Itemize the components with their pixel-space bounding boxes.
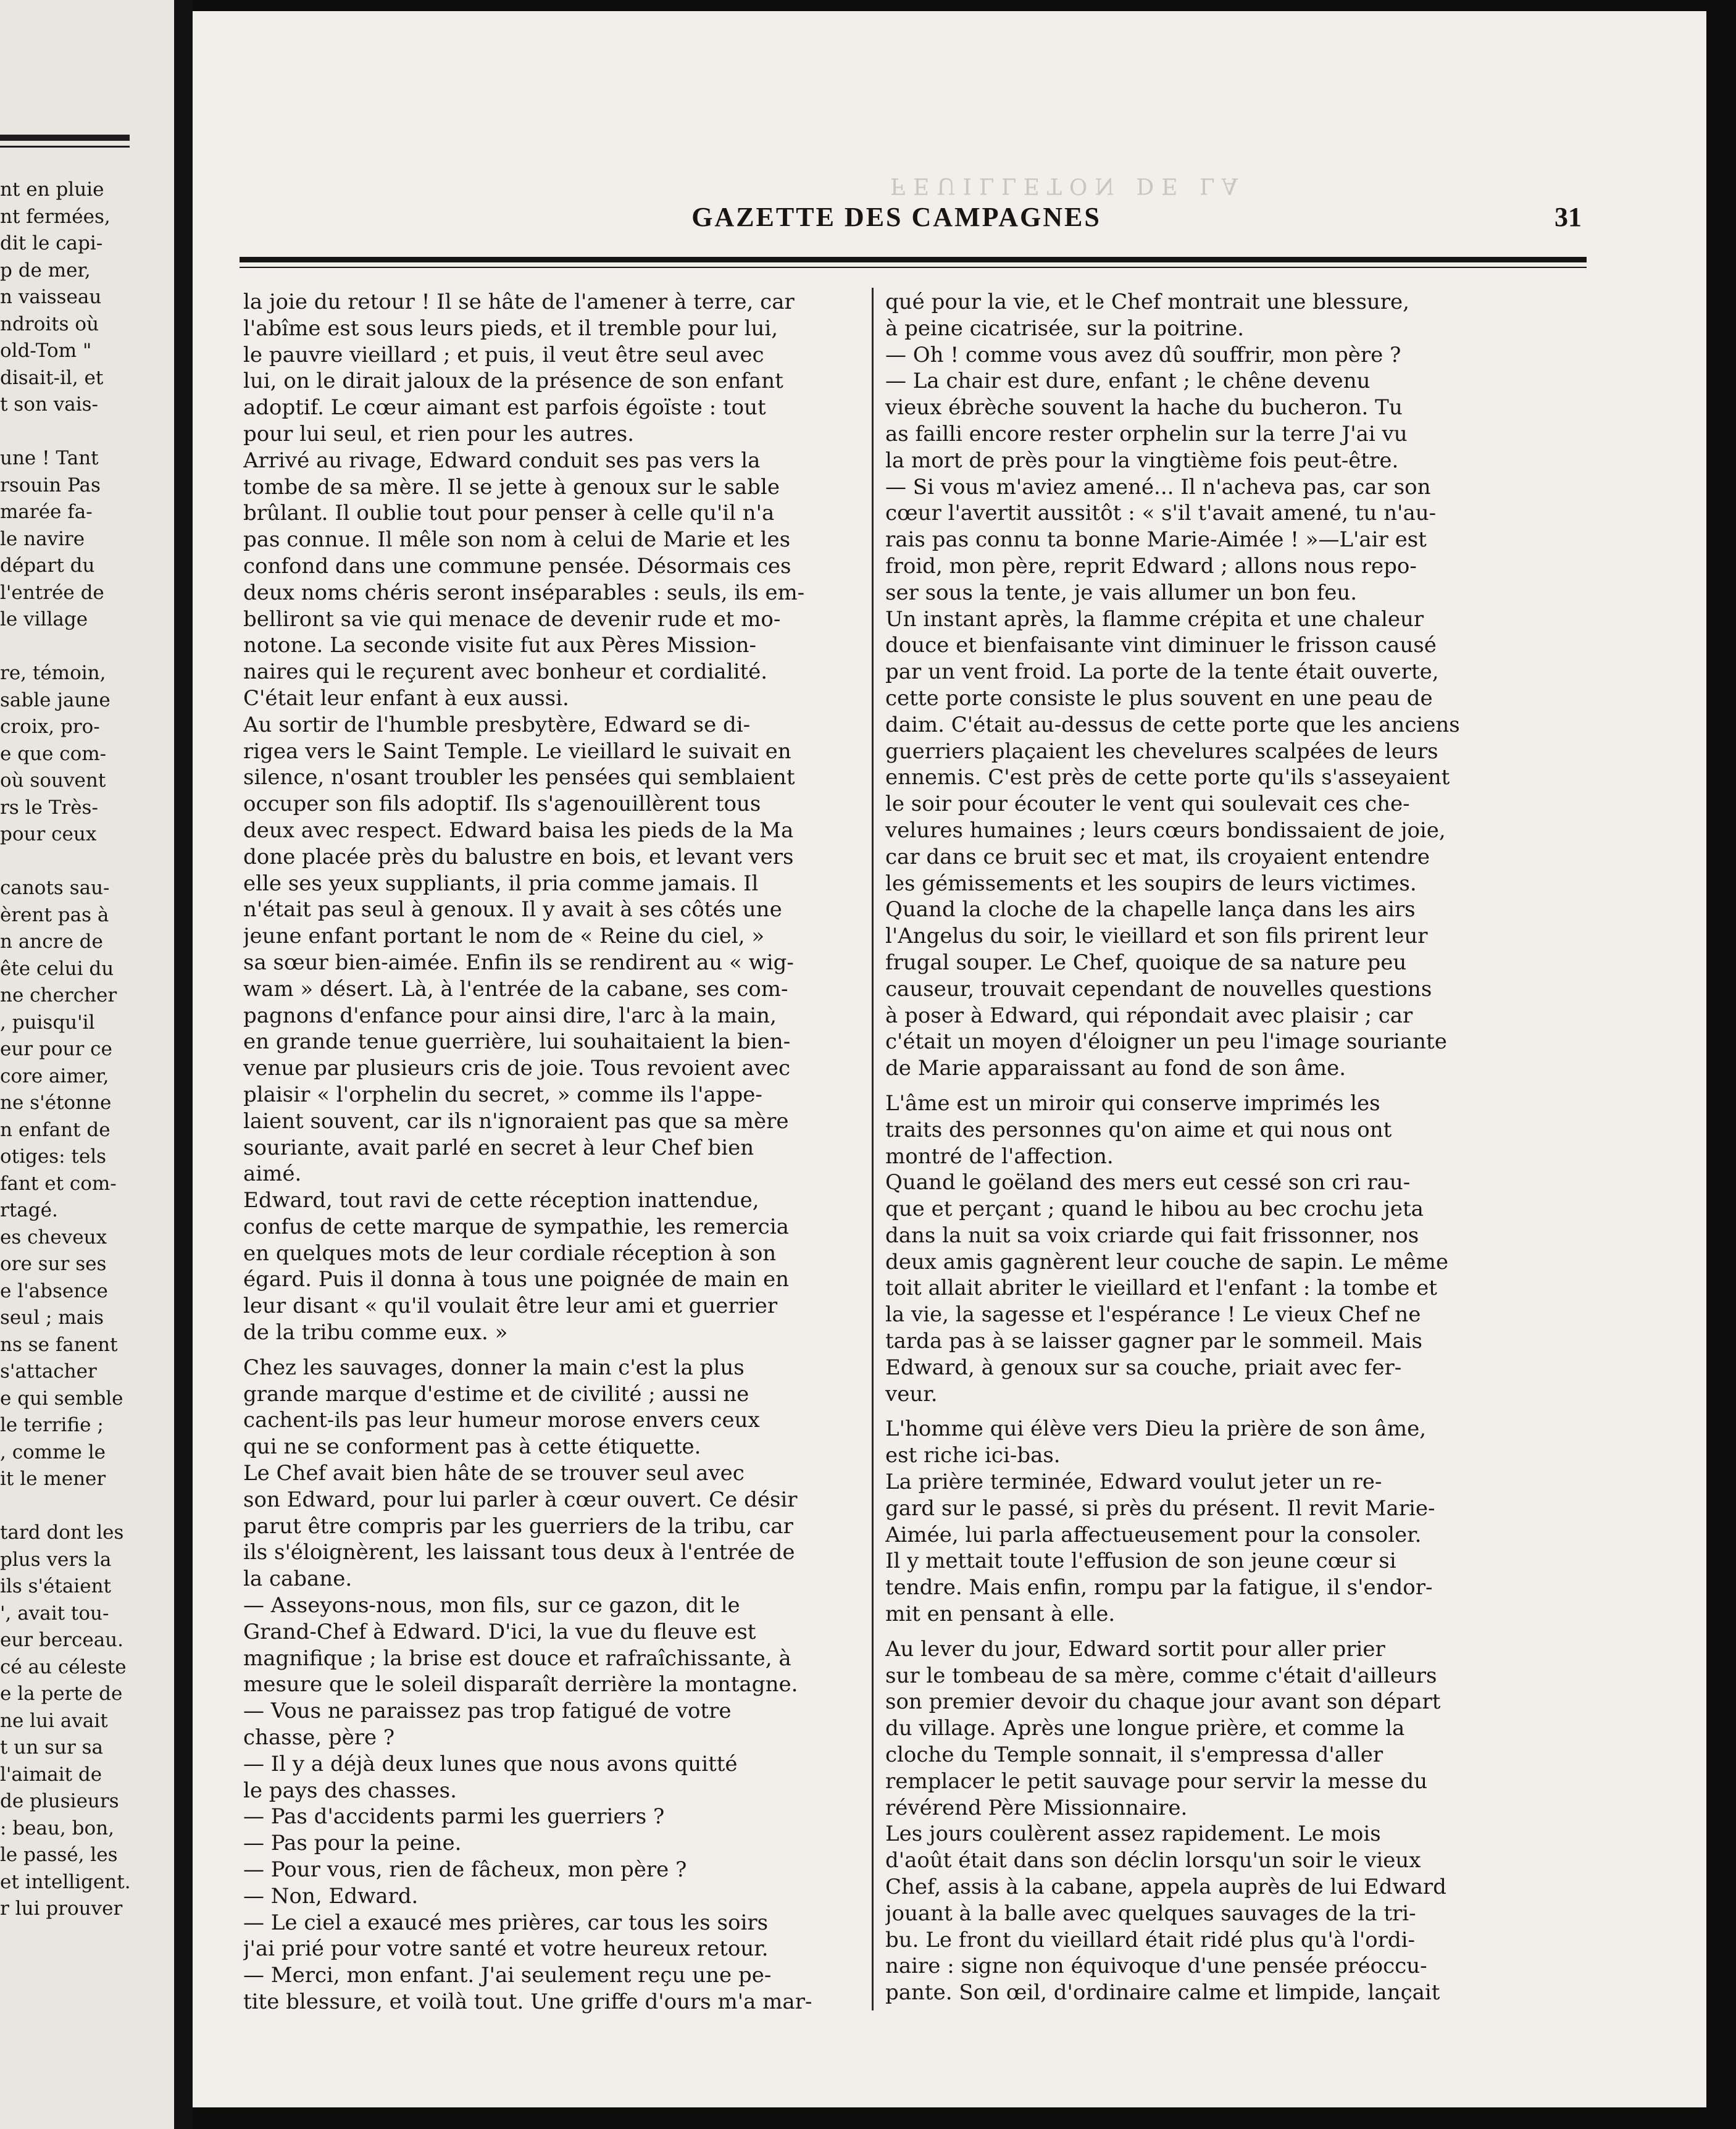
text-line: vieux ébrèche souvent la hache du bucheron. Tu: [885, 395, 1403, 420]
text-line: Au sortir de l'humble presbytère, Edward se di-: [243, 712, 751, 737]
text-line: jeune enfant portant le nom de « Reine du ciel, »: [243, 924, 765, 949]
page-number: 31: [1554, 202, 1582, 232]
text-line: frugal souper. Le Chef, quoique de sa nature peu: [885, 950, 1407, 975]
text-line: froid, mon père, reprit Edward ; allons nous repo-: [885, 553, 1417, 579]
text-line: douce et bienfaisante vint diminuer le frisson causé: [885, 633, 1437, 658]
text-line: tendre. Mais enfin, rompu par la fatigue, il s'endor-: [885, 1575, 1433, 1600]
text-line: Quand la cloche de la chapelle lança dans les airs: [885, 897, 1416, 922]
text-line: qué pour la vie, et le Chef montrait une blessure,: [885, 290, 1409, 314]
text-line: chasse, père ?: [243, 1725, 395, 1750]
text-line: belliront sa vie qui menace de devenir rude et mo-: [243, 606, 781, 632]
text-line: Chef, assis à la cabane, appela auprès de lui Edward: [885, 1875, 1446, 1900]
text-line: remplacer le petit sauvage pour servir la messe du: [885, 1768, 1428, 1794]
text-line: sable jaune: [0, 688, 111, 711]
header-rule-thin: [240, 267, 1587, 268]
text-line: ils s'étaient: [0, 1575, 111, 1597]
text-line: n enfant de: [0, 1118, 111, 1141]
text-line: ne s'étonne: [0, 1092, 112, 1114]
text-line: le terrifie ;: [0, 1414, 104, 1436]
text-line: eur pour ce: [0, 1038, 112, 1060]
text-line: r lui prouver: [0, 1897, 123, 1920]
text-line: le soir pour écouter le vent qui soulevait ces che-: [885, 792, 1410, 817]
text-line: son premier devoir du chaque jour avant son départ: [885, 1689, 1441, 1715]
text-line: tarda pas à se laisser gagner par le sommeil. Mais: [885, 1329, 1422, 1354]
text-line: Le Chef avait bien hâte de se trouver seul avec: [243, 1461, 745, 1486]
text-line: velures humaines ; leurs cœurs bondissaient de joie,: [885, 818, 1446, 843]
text-line: naires qui le reçurent avec bonheur et cordialité.: [243, 659, 768, 685]
text-line: elle ses yeux suppliants, il pria comme jamais. Il: [243, 871, 759, 896]
text-line: tite blessure, et voilà tout. Une griffe d'ours m'a mar-: [243, 1989, 812, 2014]
text-line: — Vous ne paraissez pas trop fatigué de votre: [243, 1699, 732, 1724]
text-line: rs le Très-: [0, 796, 98, 819]
text-line: cœur l'avertit aussitôt : « s'il t'avait amené, tu n'au-: [885, 501, 1437, 526]
adjacent-page-rule: [0, 135, 130, 141]
text-line: — Pas d'accidents parmi les guerriers ?: [243, 1804, 665, 1830]
text-line: de plusieurs: [0, 1790, 119, 1812]
text-line: une ! Tant: [0, 447, 99, 469]
text-line: montré de l'affection.: [885, 1144, 1114, 1169]
header-rule-thick: [240, 257, 1587, 262]
text-line: occuper son fils adoptif. Ils s'agenouillèrent tous: [243, 792, 761, 817]
text-line: dit le capi-: [0, 232, 103, 254]
text-line: nt en pluie: [0, 178, 104, 201]
text-line: — Pour vous, rien de fâcheux, mon père ?: [243, 1857, 687, 1883]
text-line: est riche ici-bas.: [885, 1443, 1061, 1468]
text-line: rtagé.: [0, 1199, 58, 1221]
paragraph-gap: [885, 1407, 1527, 1416]
text-line: deux noms chéris seront inséparables : seuls, ils em-: [243, 580, 805, 605]
paragraph-gap: [885, 1082, 1527, 1090]
text-line: le passé, les: [0, 1844, 118, 1866]
text-line: brûlant. Il oublie tout pour penser à celle qu'il n'a: [243, 501, 775, 526]
text-line: [0, 1493, 174, 1520]
text-line: le village: [0, 608, 88, 630]
paragraph-gap: [885, 1628, 1527, 1636]
text-line: — Il y a déjà deux lunes que nous avons quitté: [243, 1751, 738, 1776]
text-line: rigea vers le Saint Temple. Le vieillard le suivait en: [243, 738, 791, 764]
text-line: daim. C'était au-dessus de cette porte que les anciens: [885, 712, 1460, 737]
text-line: en quelques mots de leur cordiale réception à son: [243, 1240, 777, 1266]
text-line: veur.: [885, 1381, 938, 1407]
text-line: mesure que le soleil disparaît derrière la montagne.: [243, 1672, 798, 1697]
text-line: ore sur ses: [0, 1253, 107, 1275]
text-line: Il y mettait toute l'effusion de son jeune cœur si: [885, 1549, 1396, 1574]
text-line: ns se fanent: [0, 1333, 118, 1356]
text-line: e que com-: [0, 742, 107, 765]
text-line: e qui semble: [0, 1387, 123, 1410]
text-line: ser sous la tente, je vais allumer un bon feu.: [885, 580, 1358, 605]
text-column-right: [885, 289, 1527, 2006]
text-line: naire : signe non équivoque d'une pensée préoccu-: [885, 1954, 1427, 1979]
text-line: — La chair est dure, enfant ; le chêne devenu: [885, 369, 1371, 394]
text-line: tard dont les: [0, 1521, 124, 1544]
text-line: le pauvre vieillard ; et puis, il veut être seul avec: [243, 342, 764, 367]
text-line: l'abîme est sous leurs pieds, et il tremble pour lui,: [243, 316, 778, 341]
text-line: la joie du retour ! Il se hâte de l'amener à terre, car: [243, 290, 795, 314]
text-line: C'était leur enfant à eux aussi.: [243, 685, 569, 711]
text-line: jouant à la balle avec quelques sauvages de la tri-: [885, 1901, 1416, 1926]
text-line: ête celui du: [0, 957, 114, 980]
text-line: croix, pro-: [0, 716, 100, 738]
text-line: nt fermées,: [0, 205, 111, 228]
text-line: canots sau-: [0, 877, 110, 899]
text-line: confus de cette marque de sympathie, les remercia: [243, 1214, 789, 1239]
text-line: venue par plusieurs cris de joie. Tous revoient avec: [243, 1056, 790, 1081]
text-line: Arrivé au rivage, Edward conduit ses pas vers la: [243, 448, 761, 473]
text-line: à peine cicatrisée, sur la poitrine.: [885, 316, 1245, 341]
text-line: adoptif. Le cœur aimant est parfois égoïste : tout: [243, 395, 766, 420]
text-line: guerriers plaçaient les chevelures scalpées de leurs: [885, 738, 1438, 764]
text-line: laient souvent, car ils n'ignoraient pas que sa mère: [243, 1108, 789, 1134]
text-line: gard sur le passé, si près du présent. Il revit Marie-: [885, 1495, 1435, 1521]
text-line: du village. Après une longue prière, et comme la: [885, 1716, 1405, 1741]
text-line: ennemis. C'est près de cette porte qu'ils s'asseyaient: [885, 765, 1450, 790]
text-line: sa sœur bien-aimée. Enfin ils se rendirent au « wig-: [243, 950, 794, 975]
text-line: wam » désert. Là, à l'entrée de la cabane, ses com-: [243, 976, 788, 1002]
text-line: que et perçant ; quand le hibou au bec crochu jeta: [885, 1197, 1424, 1222]
text-line: Aimée, lui parla affectueusement pour la consoler.: [885, 1522, 1422, 1547]
text-line: cette porte consiste le plus souvent en une peau de: [885, 685, 1433, 711]
text-line: deux amis gagnèrent leur couche de sapin. Le même: [885, 1249, 1448, 1274]
text-line: e la perte de: [0, 1683, 123, 1705]
text-line: n vaisseau: [0, 286, 102, 308]
text-line: pante. Son œil, d'ordinaire calme et limpide, lançait: [885, 1980, 1440, 2006]
text-line: t son vais-: [0, 393, 98, 416]
text-line: e l'absence: [0, 1279, 108, 1302]
text-line: Edward, à genoux sur sa couche, priait avec fer-: [885, 1355, 1402, 1380]
text-line: égard. Puis il donna à tous une poignée de main en: [243, 1267, 790, 1292]
text-line: aimé.: [243, 1161, 302, 1187]
text-line: — Merci, mon enfant. J'ai seulement reçu une pe-: [243, 1963, 772, 1988]
text-line: pas connue. Il mêle son nom à celui de Marie et les: [243, 527, 791, 553]
text-line: n'était pas seul à genoux. Il y avait à ses côtés une: [243, 897, 782, 922]
text-line: ne chercher: [0, 984, 117, 1006]
text-line: bu. Le front du vieillard était ridé plus qu'à l'ordi-: [885, 1927, 1416, 1952]
text-line: lui, on le dirait jaloux de la présence de son enfant: [243, 369, 783, 394]
text-line: eur berceau.: [0, 1629, 124, 1651]
text-line: de Marie apparaissant au fond de son âme.: [885, 1056, 1346, 1081]
text-line: Edward, tout ravi de cette réception inattendue,: [243, 1188, 759, 1213]
text-line: parut être compris par les guerriers de la tribu, car: [243, 1513, 793, 1539]
text-line: par un vent froid. La porte de la tente était ouverte,: [885, 659, 1439, 685]
text-line: — Si vous m'aviez amené... Il n'acheva pas, car son: [885, 474, 1431, 500]
text-line: j'ai prié pour votre santé et votre heureux retour.: [243, 1936, 769, 1962]
column-divider: [872, 288, 874, 2010]
text-line: ne lui avait: [0, 1709, 108, 1732]
text-line: souriante, avait parlé en secret à leur Chef bien: [243, 1135, 754, 1160]
text-line: fant et com-: [0, 1172, 117, 1195]
text-line: s'attacher: [0, 1360, 97, 1382]
text-line: sur le tombeau de sa mère, comme c'était d'ailleurs: [885, 1663, 1437, 1688]
text-line: départ du: [0, 554, 95, 577]
text-line: le pays des chasses.: [243, 1778, 457, 1803]
text-line: Les jours coulèrent assez rapidement. Le mois: [885, 1822, 1381, 1847]
text-line: La prière terminée, Edward voulut jeter un re-: [885, 1470, 1382, 1495]
adjacent-page-fragment: [0, 0, 174, 2129]
text-line: tombe de sa mère. Il se jette à genoux sur le sable: [243, 474, 780, 500]
text-line: l'aimait de: [0, 1763, 102, 1786]
text-line: cachent-ils pas leur humeur morose envers ceux: [243, 1408, 760, 1433]
text-line: l'entrée de: [0, 581, 104, 604]
text-line: d'août était dans son déclin lorsqu'un soir le vieux: [885, 1848, 1421, 1873]
page-title: GAZETTE DES CAMPAGNES: [691, 202, 1101, 232]
text-line: car dans ce bruit sec et mat, ils croyaient entendre: [885, 844, 1430, 869]
paragraph-gap: [243, 1346, 885, 1355]
text-line: et intelligent.: [0, 1870, 131, 1893]
text-line: — Pas pour la peine.: [243, 1831, 462, 1856]
text-line: t un sur sa: [0, 1736, 104, 1759]
text-line: de la tribu comme eux. »: [243, 1320, 508, 1345]
page-gutter: [174, 0, 193, 2129]
text-line: [0, 848, 174, 876]
text-line: disait-il, et: [0, 366, 104, 389]
text-line: Au lever du jour, Edward sortit pour aller prier: [885, 1636, 1385, 1662]
text-line: Chez les sauvages, donner la main c'est la plus: [243, 1355, 745, 1380]
text-line: grande marque d'estime et de civilité ; aussi ne: [243, 1381, 749, 1407]
adjacent-page-text: [0, 177, 174, 1923]
text-line: son Edward, pour lui parler à cœur ouvert. Ce désir: [243, 1487, 798, 1512]
text-line: le navire: [0, 527, 85, 550]
text-line: toit allait abriter le vieillard et l'enfant : la tombe et: [885, 1276, 1437, 1301]
newspaper-page: [193, 11, 1706, 2107]
text-line: la vie, la sagesse et l'espérance ! Le vieux Chef ne: [885, 1302, 1421, 1328]
text-line: : beau, bon,: [0, 1817, 114, 1839]
text-line: la cabane.: [243, 1566, 353, 1592]
text-line: ils s'éloignèrent, les laissant tous deux à l'entrée de: [243, 1540, 795, 1565]
text-line: confond dans une commune pensée. Désormais ces: [243, 553, 791, 579]
text-line: core aimer,: [0, 1064, 109, 1087]
text-line: où souvent: [0, 769, 106, 792]
text-line: ndroits où: [0, 312, 99, 335]
text-line: as failli encore rester orphelin sur la terre J'ai vu: [885, 421, 1408, 446]
text-line: — Asseyons-nous, mon fils, sur ce gazon, dit le: [243, 1593, 740, 1618]
text-line: — Oh ! comme vous avez dû souffrir, mon père ?: [885, 342, 1401, 367]
text-line: pour ceux: [0, 823, 97, 845]
text-line: , puisqu'il: [0, 1011, 95, 1034]
text-line: re, témoin,: [0, 662, 106, 684]
text-line: seul ; mais: [0, 1307, 104, 1329]
text-line: magnifique ; la brise est douce et rafraîchissante, à: [243, 1646, 791, 1671]
text-line: dans la nuit sa voix criarde qui fait frissonner, nos: [885, 1223, 1419, 1248]
text-line: , comme le: [0, 1441, 106, 1463]
text-line: Grand-Chef à Edward. D'ici, la vue du fleuve est: [243, 1619, 756, 1644]
text-column-left: [243, 289, 885, 2015]
text-line: plus vers la: [0, 1548, 112, 1571]
text-line: [0, 419, 174, 446]
text-line: — Non, Edward.: [243, 1883, 419, 1909]
text-line: — Le ciel a exaucé mes prières, car tous les soirs: [243, 1910, 769, 1935]
text-line: L'âme est un miroir qui conserve imprimés les: [885, 1090, 1380, 1116]
text-line: rsouin Pas: [0, 474, 101, 496]
text-line: la mort de près pour la vingtième fois peut-être.: [885, 448, 1399, 473]
text-line: es cheveux: [0, 1226, 107, 1249]
text-line: otiges: tels: [0, 1145, 107, 1168]
text-line: c'était un moyen d'éloigner un peu l'image souriante: [885, 1029, 1447, 1055]
text-line: silence, n'osant troubler les pensées qui semblaient: [243, 765, 795, 790]
text-line: cé au céleste: [0, 1655, 127, 1678]
text-line: cloche du Temple sonnait, il s'empressa d'aller: [885, 1742, 1383, 1768]
text-line: Un instant après, la flamme crépita et une chaleur: [885, 606, 1424, 632]
text-line: notone. La seconde visite fut aux Pères Mission-: [243, 633, 756, 658]
text-line: pour lui seul, et rien pour les autres.: [243, 421, 635, 446]
text-line: p de mer,: [0, 259, 91, 282]
adjacent-page-rule-thin: [0, 146, 130, 148]
page-header: [193, 201, 1706, 238]
text-line: old-Tom ": [0, 340, 92, 362]
text-line: ', avait tou-: [0, 1602, 109, 1625]
text-line: done placée près du balustre en bois, et levant vers: [243, 844, 794, 869]
text-line: l'Angelus du soir, le vieillard et son fils prirent leur: [885, 924, 1428, 949]
text-line: mit en pensant à elle.: [885, 1602, 1116, 1627]
text-line: it le mener: [0, 1468, 106, 1490]
text-line: traits des personnes qu'on aime et qui nous ont: [885, 1117, 1392, 1142]
text-line: qui ne se conforment pas à cette étiquette.: [243, 1434, 701, 1460]
text-line: plaisir « l'orphelin du secret, » comme ils l'appe-: [243, 1082, 762, 1107]
text-line: en grande tenue guerrière, lui souhaitaient la bien-: [243, 1029, 791, 1055]
text-line: deux avec respect. Edward baisa les pieds de la Ma: [243, 818, 794, 843]
text-line: causeur, trouvait cependant de nouvelles questions: [885, 976, 1432, 1002]
text-line: leur disant « qu'il voulait être leur ami et guerrier: [243, 1294, 778, 1319]
text-line: les gémissements et les soupirs de leurs victimes.: [885, 871, 1417, 896]
text-line: marée fa-: [0, 501, 93, 523]
text-line: n ancre de: [0, 931, 103, 953]
text-line: L'homme qui élève vers Dieu la prière de son âme,: [885, 1416, 1426, 1442]
text-line: Quand le goëland des mers eut cessé son cri rau-: [885, 1170, 1411, 1195]
text-line: révérend Père Missionnaire.: [885, 1795, 1188, 1820]
text-line: à poser à Edward, qui répondait avec plaisir ; car: [885, 1003, 1413, 1028]
text-line: èrent pas à: [0, 903, 109, 926]
text-line: rais pas connu ta bonne Marie-Aimée ! »—L'air est: [885, 527, 1427, 553]
text-line: [0, 634, 174, 661]
bleed-through-text: FEUILLETON DE LA: [890, 173, 1245, 198]
text-line: pagnons d'enfance pour ainsi dire, l'arc à la main,: [243, 1003, 777, 1028]
